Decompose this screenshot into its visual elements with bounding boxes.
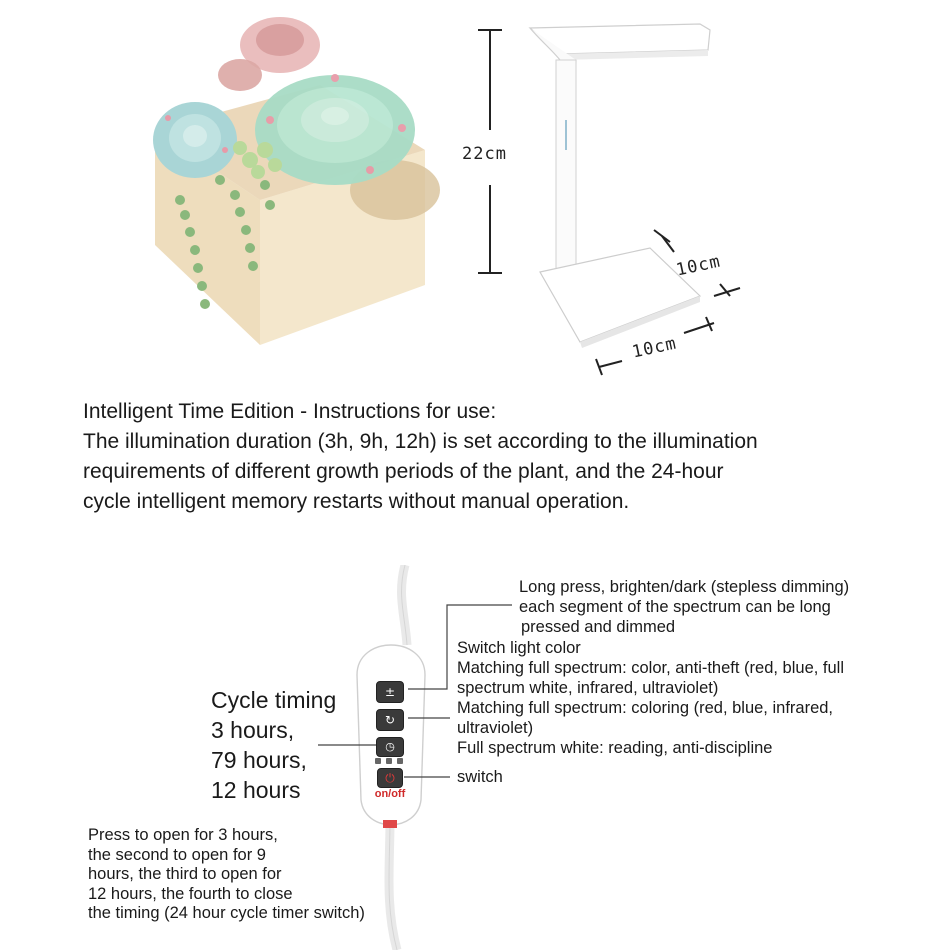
instructions-line: cycle intelligent memory restarts without manual operation.	[83, 490, 630, 513]
annotation-line: Long press, brighten/dark (stepless dimming)	[519, 578, 850, 596]
annotation-line: each segment of the spectrum can be long	[519, 598, 831, 616]
annotation-line: Matching full spectrum: color, anti-theft (red, blue, full	[457, 659, 845, 677]
cycle-timing-option: 12 hours	[211, 777, 301, 803]
instructions-line: requirements of different growth periods of the plant, and the 24-hour	[83, 460, 724, 483]
instructions-title: Intelligent Time Edition - Instructions for use:	[83, 400, 497, 423]
clock-icon: ◷	[385, 740, 395, 753]
cycle-timing-option: 79 hours,	[211, 747, 307, 773]
switch-annotation: switch	[457, 768, 503, 786]
power-label: on/off	[374, 788, 406, 800]
press-note-line: Press to open for 3 hours,	[88, 826, 278, 844]
depth-dimension-label: 10cm	[674, 251, 723, 281]
instructions-line: The illumination duration (3h, 9h, 12h) is set according to the illumination	[83, 430, 758, 453]
dimming-annotation	[519, 577, 849, 637]
press-note-line: hours, the third to open for	[88, 865, 282, 883]
press-note-line: the second to open for 9	[88, 845, 266, 864]
width-dimension-label: 10cm	[630, 333, 679, 363]
plus-minus-icon: ±	[384, 685, 396, 699]
cycle-icon: ↻	[384, 713, 396, 727]
press-note-block	[88, 826, 365, 924]
cycle-timing-title: Cycle timing	[211, 687, 337, 713]
annotation-line: Switch light color	[457, 639, 581, 657]
annotation-line: Matching full spectrum: coloring (red, blue, infrared,	[457, 699, 834, 717]
annotation-line: ultraviolet)	[457, 719, 534, 737]
cycle-timing-block	[211, 685, 336, 805]
annotation-line: Full spectrum white: reading, anti-discipline	[457, 739, 773, 757]
cycle-timing-option: 3 hours,	[211, 717, 295, 743]
press-note-line: the timing (24 hour cycle timer switch)	[88, 904, 365, 922]
annotation-line: pressed and dimmed	[521, 618, 676, 636]
height-dimension-label: 22cm	[462, 144, 507, 164]
color-annotation	[457, 638, 844, 758]
press-note-line: 12 hours, the fourth to close	[88, 884, 293, 903]
power-icon: ⏻	[385, 771, 395, 785]
annotation-line: spectrum white, infrared, ultraviolet)	[457, 679, 719, 697]
